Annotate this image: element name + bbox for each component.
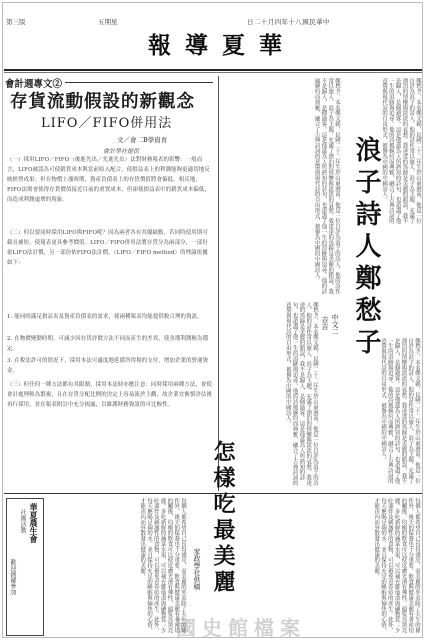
article-byline-sub: 會計學社提供 <box>103 148 140 155</box>
day-label: 五期星 <box>98 18 118 26</box>
poet-article-body: 鄭愁予，本名鄭文韜，民國二十二年生於山東濟南。他是一位自許為浪子的詩人，他的詩作常以旅人、浪子為主題，充滿了漂泊的情懷與淡淡的哀愁。我達達的馬蹄是美麗的錯誤，我不是歸人，是個過客。這是他最為人所熟知的詩句，也道盡了他一生的浪跡與追尋。他的詩風婉約而典雅，融合了古典詩詞的意境與現代詩的自由形式，被譽為中國的中國詩人。 <box>381 78 421 224</box>
sidebar-label-bottom: 歡迎踴躍參加 <box>9 559 16 595</box>
series-tag: 會計週專文② <box>5 79 63 90</box>
poet-author: 中文二 <box>331 314 339 335</box>
article-paragraph: （三）但任何一種方法都有其限制，採用本法時亦應注意：同時採用兩種方法，會使會計處理較為繁複，且在存貨分配比例的決定上容易流於主觀，故企業宜審慎評估後再行採用，並在報表附註中充分揭露，以維護財務資訊的可比較性。 <box>7 382 213 408</box>
poet-article-body-cont: 鄭愁予，本名鄭文韜，民國二十二年生於山東濟南。他是一位自許為浪子的詩人，他的詩作常以旅人、浪子為主題，充滿了漂泊的情懷與淡淡的哀愁。我達達的馬蹄是美麗的錯誤，我不是歸人，是個過客。這是他最為人所熟知的詩句，也道盡了他一生的浪跡與追尋。他的詩風婉約而典雅，融合了古典詩詞的意境與現代詩的自由形式，被譽為中國的中國詩人。 <box>313 78 340 294</box>
poet-title: 浪子詩人鄭愁子 <box>351 136 381 360</box>
page-number: 第三版 <box>6 18 26 26</box>
article-subheadline: LIFO／FIFO併用法 <box>41 116 173 131</box>
article-paragraph: （二）何以要同時採用LIFO與FIFO呢？因為兩者各有其優缺點，若同時使用則可截長補短，使報表更具參考價值。LIFO／FIFO併用法將存貨分為兩部分，一部份依LIFO法計價，另一部份依FIFO法計價，（LIFO／FIFO method）的理論依據如下： <box>7 230 208 266</box>
article-paragraph: （一）採用LIFO／FIFO（後進先出／先進先出）法對財務報表的影響：一般而言，LIFO被認為可使銷貨成本與當前收入配合，使損益表上的利潤能夠更適切地反映經營成果；但在物價上漲時期，資產負債表上的存貨價值將會偏低。相反地，FIFO法則會使得存貨價值接近目前的重置成本，但卻使損益表中的銷貨成本偏低，而造成利潤虛增的現象。 <box>7 157 211 203</box>
poet-article-body-lower-right: 鄭愁予，本名鄭文韜，民國二十二年生於山東濟南。他是一位自許為浪子的詩人，他的詩作常以旅人、浪子為主題，充滿了漂泊的情懷與淡淡的哀愁。我達達的馬蹄是美麗的錯誤，我不是歸人，是個過客。這是他最為人所熟知的詩句，也道盡了他一生的浪跡與追尋。他的詩風婉約而典雅，融合了古典詩詞的意境與現代詩的自由形式，被譽為中國的中國詩人。 <box>380 338 420 484</box>
article-paragraph: 2. 在物價變動時期，可減少因存貨評價方法不同而產生的差異，使各期利潤較為穩定。 <box>7 336 209 352</box>
beauty-article-body: 每個人都希望自己長得漂亮，而美麗的外表除了天生的條件外，後天的保養也十分重要。飲食與健康美麗有著密切的關係，均衡的飲食可以使皮膚光滑有彈性，頭髮烏黑亮麗。多吃新鮮的蔬菜水果，可以補充維他命與礦物質；少吃油炸及刺激性的食物，可以避免青春痘的產生。此外，每天應喝足夠的水，並且保持充足的睡眠與愉快的心情，才能由內而外散發出健康的美麗。 <box>373 498 420 633</box>
article-byline: 文／會二B學資育 <box>117 136 168 144</box>
article-paragraph: 1. 能同時滿足損益表及資產負債表的需求，使兩種報表均能提供較合理的資訊。 <box>7 314 203 320</box>
poet-author-2: 吉吉 <box>321 316 329 330</box>
poet-article-body-lower: 鄭愁予，本名鄭文韜，民國二十二年生於山東濟南。他是一位自許為浪子的詩人，他的詩作常以旅人、浪子為主題，充滿了漂泊的情懷與淡淡的哀愁。我達達的馬蹄是美麗的錯誤，我不是歸人，是個過客。這是他最為人所熟知的詩句，也道盡了他一生的浪跡與追尋。他的詩風婉約而典雅，融合了古典詩詞的意境與現代詩的自由形式，被譽為中國的中國詩人。 <box>284 302 318 486</box>
bottom-article-body: 每個人都希望自己長得漂亮，而美麗的外表除了天生的條件外，後天的保養也十分重要。飲食與健康美麗有著密切的關係，均衡的飲食可以使皮膚光滑有彈性，頭髮烏黑亮麗。多吃新鮮的蔬菜水果，可以補充維他命與礦物質；少吃油炸及刺激性的食物，可以避免青春痘的產生。此外，每天應喝足夠的水，並且保持充足的睡眠與愉快的心情，才能由內而外散發出健康的美麗。 <box>139 498 186 633</box>
beauty-title: 怎樣吃最美麗 <box>210 440 236 596</box>
masthead: 報導夏華 <box>148 32 296 59</box>
article-paragraph: 3. 在稅法許可的情況下，採用本法可適度地延緩所得稅的支付，增加企業的營運資金。 <box>7 358 209 374</box>
watermark: 國史館檔案 <box>176 616 306 640</box>
sidebar-label-top: 華夏農生會 <box>29 503 39 543</box>
page-frame <box>2 2 423 638</box>
sidebar-label-mid: 社團活動 <box>19 509 26 533</box>
beauty-author: 家政學社供稿 <box>193 548 201 590</box>
article-headline: 存貨流動假設的新觀念 <box>10 92 195 112</box>
date-line: 日二十月四年十八國民華中 <box>247 18 330 26</box>
